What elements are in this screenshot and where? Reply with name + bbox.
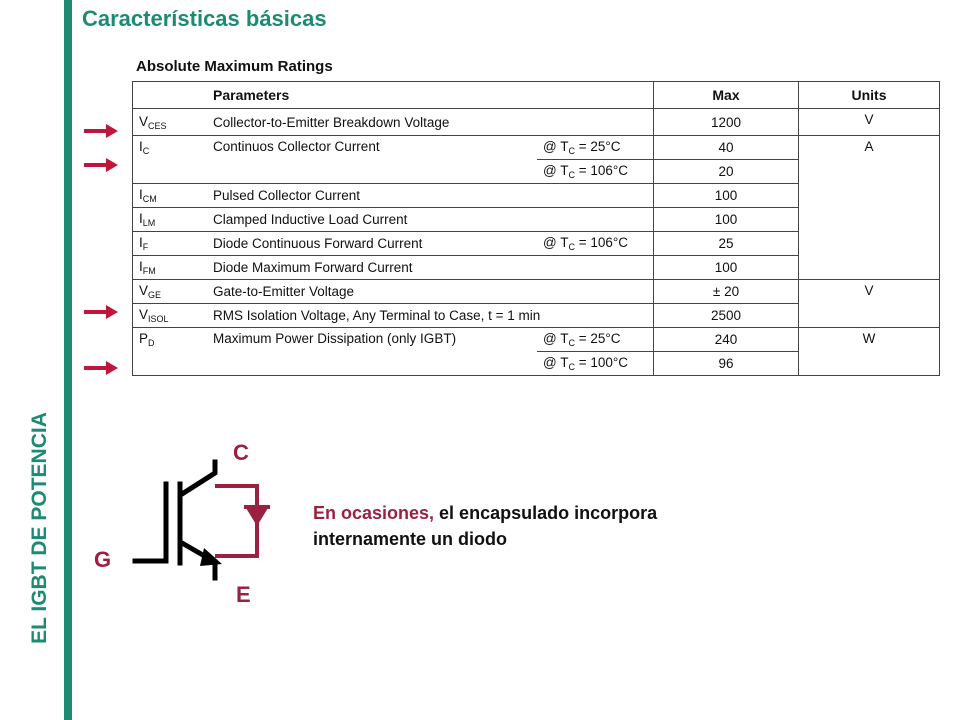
row-symbol: $I_{FM}$	[133, 256, 208, 280]
datasheet-excerpt	[132, 58, 944, 376]
row-max: 20	[654, 160, 799, 184]
row-max: 100	[654, 256, 799, 280]
row-max: ± 20	[654, 280, 799, 304]
row-condition: @ $T_C = 106^\circ C$	[537, 232, 654, 256]
igbt-diode-schematic-icon	[94, 430, 310, 630]
arrow-right-icon	[84, 361, 118, 375]
collector-label: C	[233, 440, 249, 465]
gate-label: G	[94, 547, 112, 572]
row-condition: @ $T_C = 25^\circ C$	[537, 328, 654, 352]
row-description: Continuos Collector Current	[207, 136, 537, 184]
header-parameters: Parameters	[207, 82, 537, 109]
row-unit: V	[799, 280, 940, 328]
diode-caption	[313, 500, 657, 552]
ratings-heading: Absolute Maximum Ratings	[136, 58, 333, 75]
row-symbol: $I_{LM}$	[133, 208, 208, 232]
table-row	[133, 328, 940, 352]
caption-line1: el encapsulado incorpora	[434, 503, 658, 523]
row-max: 100	[654, 184, 799, 208]
row-max: 25	[654, 232, 799, 256]
row-description: RMS Isolation Voltage, Any Terminal to Case, t = 1 min	[207, 304, 654, 328]
row-unit: A	[799, 136, 940, 280]
table-header-row	[133, 82, 940, 109]
page-title: Características básicas	[82, 6, 327, 31]
header-units: Units	[799, 82, 940, 109]
row-max: 240	[654, 328, 799, 352]
emitter-label: E	[236, 582, 251, 607]
row-condition: @ $T_C = 25^\circ C$	[537, 136, 654, 160]
row-max: 2500	[654, 304, 799, 328]
row-description: Diode Maximum Forward Current	[207, 256, 654, 280]
row-description: Gate-to-Emitter Voltage	[207, 280, 654, 304]
row-description: Maximum Power Dissipation (only IGBT)	[207, 328, 537, 376]
arrow-right-icon	[84, 305, 118, 319]
header-symbol-cell	[133, 82, 208, 109]
sidebar-accent-bar	[64, 0, 72, 720]
row-symbol: $I_C$	[133, 136, 208, 184]
caption-highlight: En ocasiones,	[313, 503, 435, 523]
row-description: Collector-to-Emitter Breakdown Voltage	[207, 109, 654, 136]
row-symbol: $I_{CM}$	[133, 184, 208, 208]
header-max: Max	[654, 82, 799, 109]
row-symbol: $V_{ISOL}$	[133, 304, 208, 328]
row-unit: V	[799, 109, 940, 136]
row-condition: @ $T_C = 106^\circ C$	[537, 160, 654, 184]
row-max: 100	[654, 208, 799, 232]
row-symbol: $P_D$	[133, 328, 208, 376]
row-description: Clamped Inductive Load Current	[207, 208, 654, 232]
arrow-right-icon	[84, 158, 118, 172]
row-unit: W	[799, 328, 940, 376]
arrow-right-icon	[84, 124, 118, 138]
table-row	[133, 109, 940, 136]
row-max: 1200	[654, 109, 799, 136]
igbt-symbol	[94, 430, 310, 630]
row-condition: @ $T_C = 100^\circ C$	[537, 352, 654, 376]
caption-line2: internamente un diodo	[313, 529, 508, 549]
row-symbol: $V_{GE}$	[133, 280, 208, 304]
row-description: Diode Continuous Forward Current	[207, 232, 537, 256]
row-max: 40	[654, 136, 799, 160]
table-row	[133, 280, 940, 304]
header-condition-cell	[537, 82, 654, 109]
ratings-table	[132, 81, 940, 376]
row-symbol: $V_{CES}$	[133, 109, 208, 136]
vertical-section-title: EL IGBT DE POTENCIA	[28, 412, 51, 644]
row-max: 96	[654, 352, 799, 376]
table-row	[133, 136, 940, 160]
row-symbol: $I_F$	[133, 232, 208, 256]
row-description: Pulsed Collector Current	[207, 184, 654, 208]
